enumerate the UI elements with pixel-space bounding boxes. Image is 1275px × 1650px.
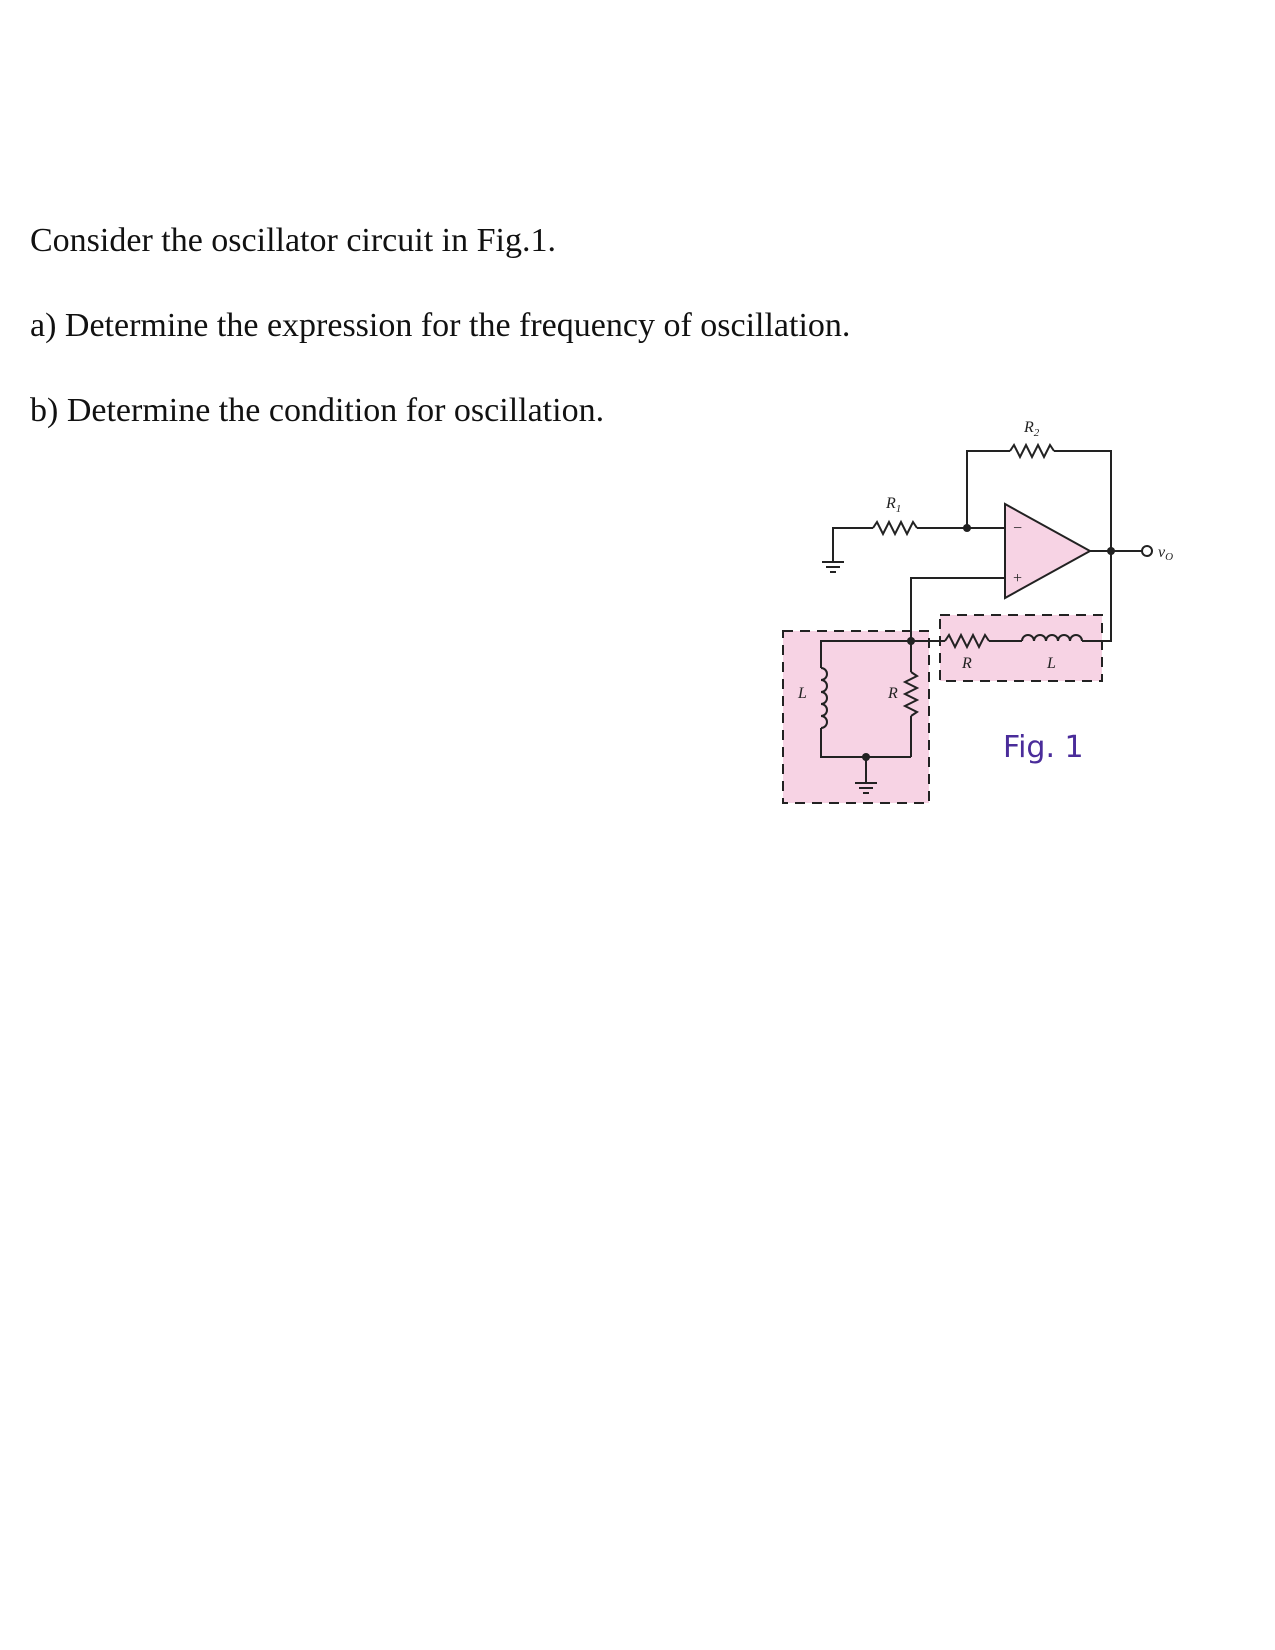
label-series-l: L bbox=[1047, 655, 1056, 672]
label-r2: $R_2$ bbox=[1024, 419, 1040, 439]
resistor-r1 bbox=[873, 522, 917, 534]
ground-symbol-r1 bbox=[822, 562, 844, 572]
parallel-rl-network bbox=[783, 631, 929, 803]
junction-inverting bbox=[963, 524, 971, 532]
label-r1: $R_1$ bbox=[886, 495, 902, 515]
figure-caption: Fig. 1 bbox=[1003, 730, 1084, 765]
label-shunt-r: R bbox=[888, 685, 898, 702]
junction-node bbox=[907, 637, 915, 645]
label-minus: − bbox=[1012, 520, 1023, 537]
label-plus: + bbox=[1012, 570, 1023, 587]
label-vo: vO bbox=[1158, 544, 1174, 563]
junction-output bbox=[1107, 547, 1115, 555]
wire-ground-r1 bbox=[833, 528, 873, 562]
wire-r2-left bbox=[967, 451, 1010, 528]
problem-intro: Consider the oscillator circuit in Fig.1. bbox=[30, 222, 556, 259]
output-terminal bbox=[1142, 546, 1152, 556]
label-shunt-l: L bbox=[798, 685, 807, 702]
junction-ground bbox=[862, 753, 870, 761]
problem-part-b: b) Determine the condition for oscillation. bbox=[30, 392, 605, 429]
problem-part-a: a) Determine the expression for the frequency of oscillation. bbox=[30, 307, 851, 344]
label-series-r: R bbox=[962, 655, 972, 672]
resistor-r2 bbox=[1010, 445, 1054, 457]
